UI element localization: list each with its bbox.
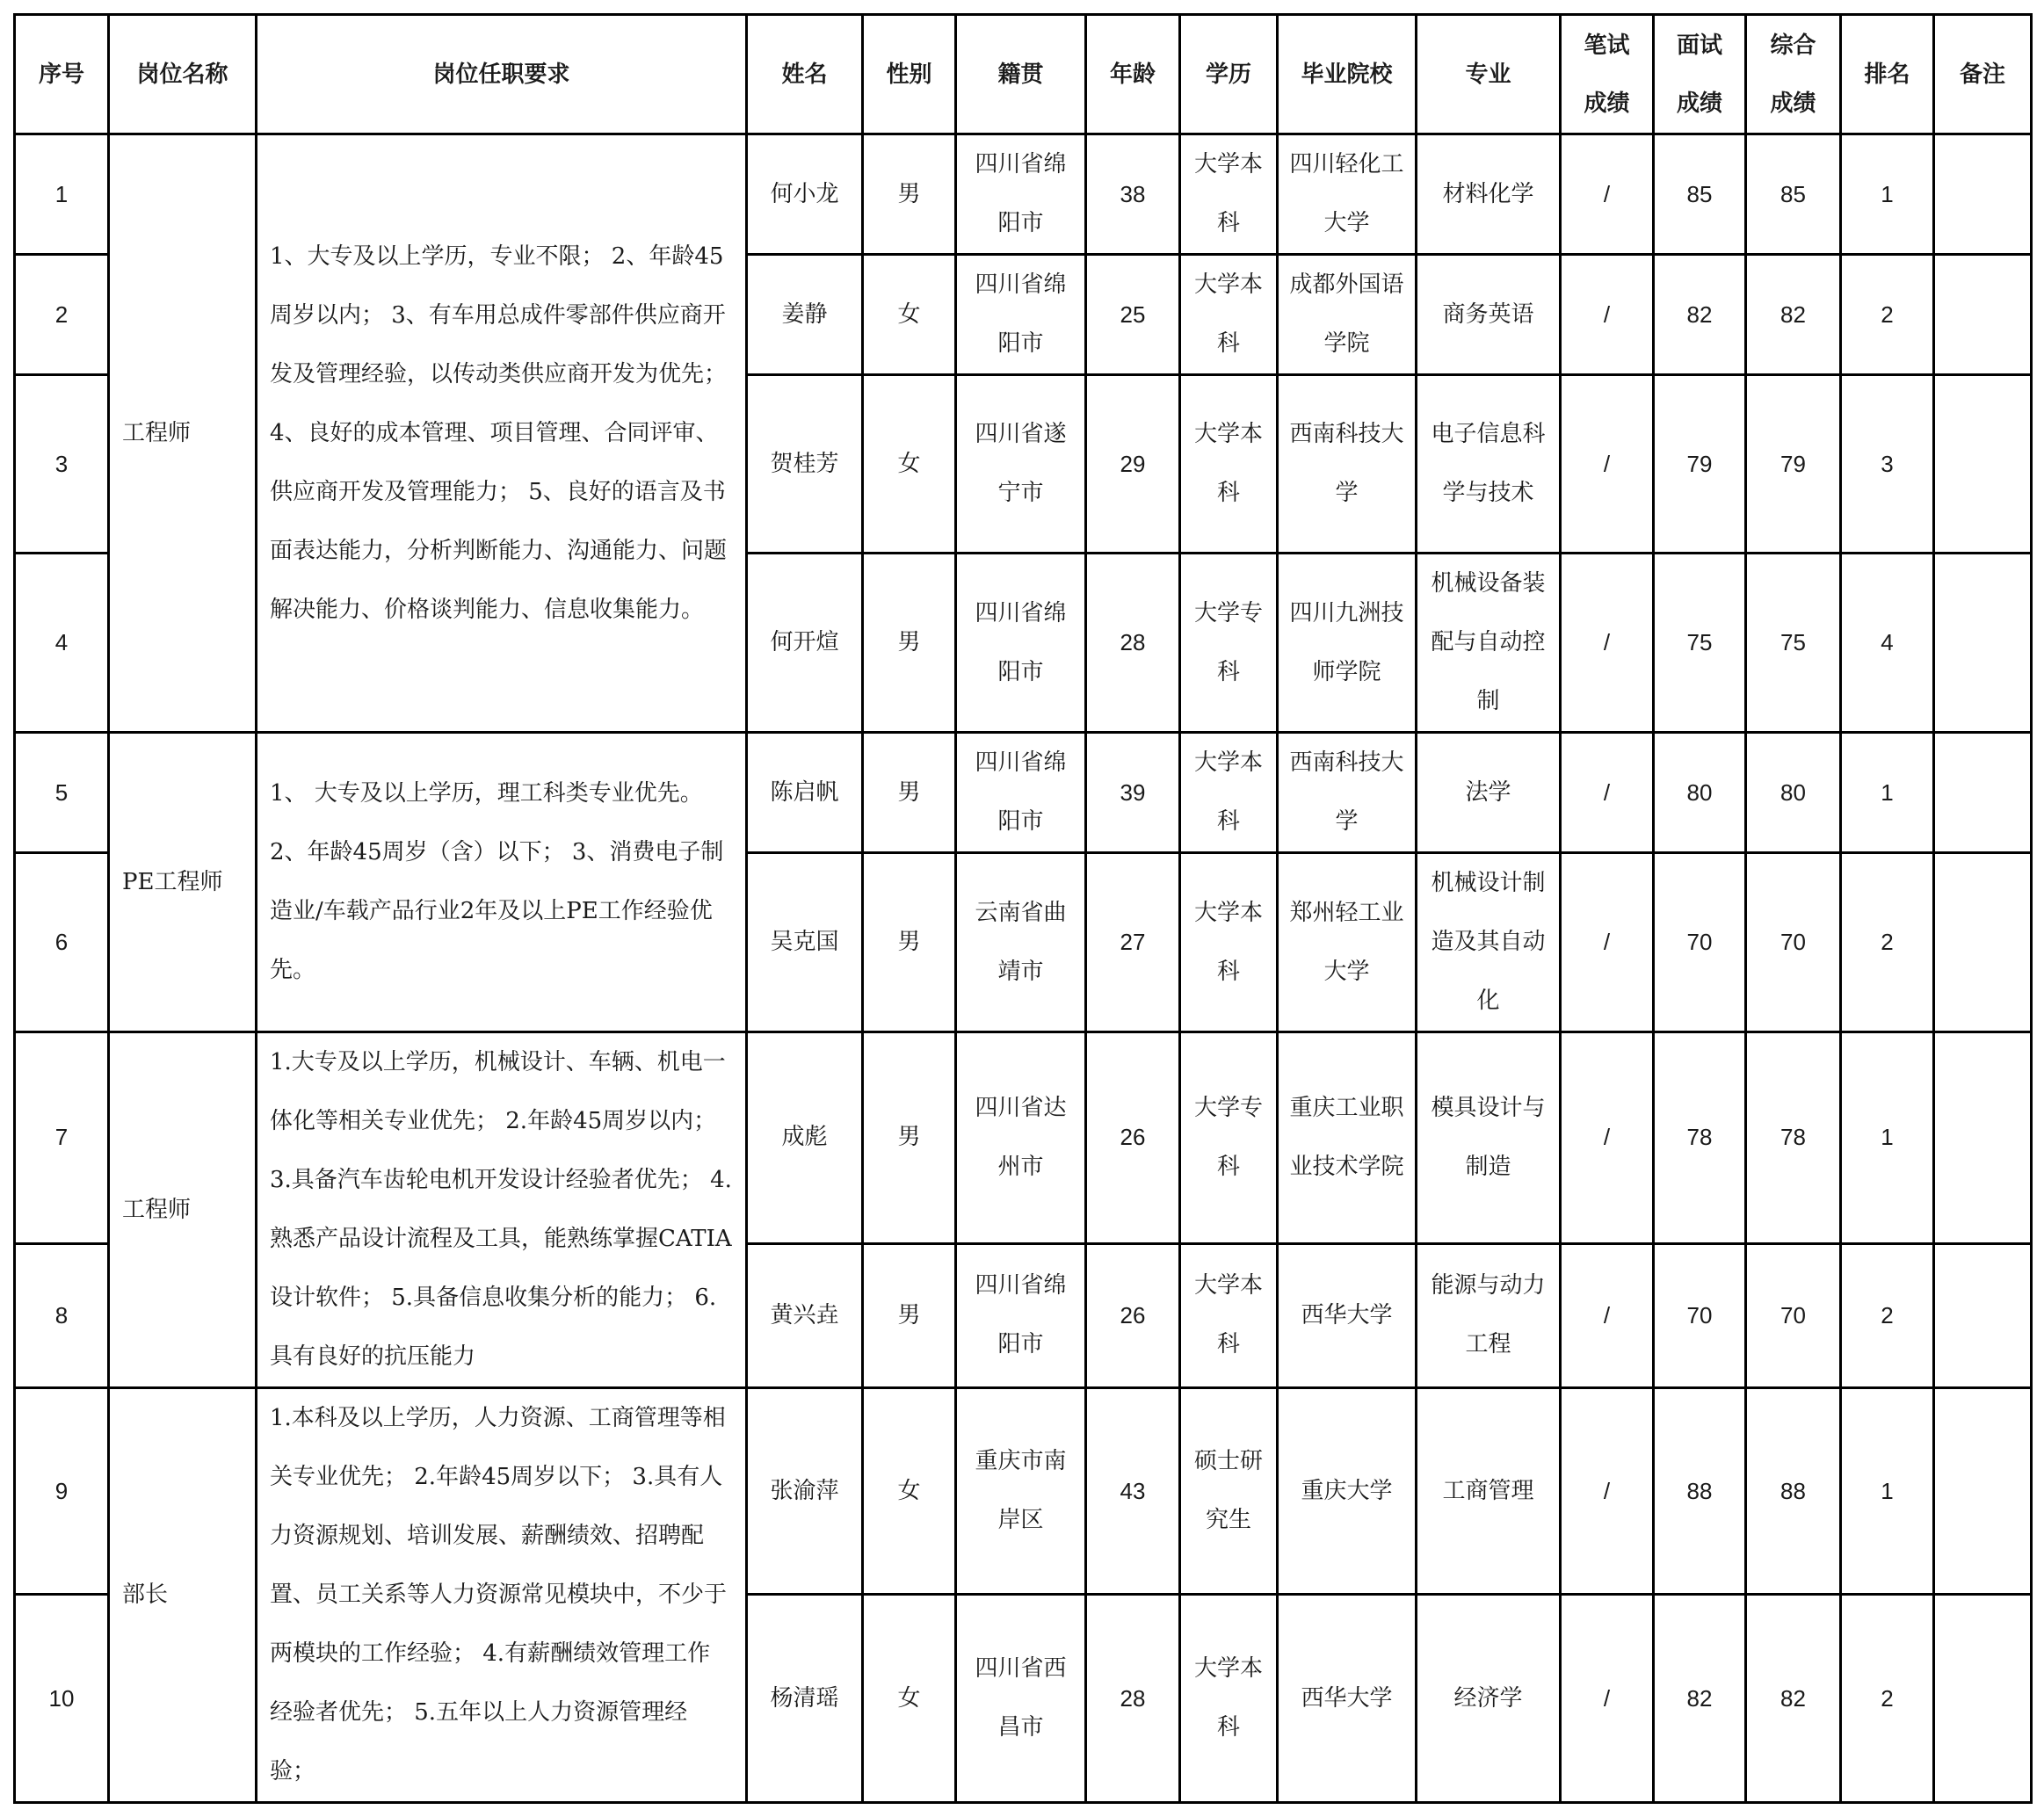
cell-seq: 6 xyxy=(15,853,109,1032)
cell-education: 大学本科 xyxy=(1180,134,1278,255)
cell-remark xyxy=(1934,853,2032,1032)
cell-origin: 四川省绵阳市 xyxy=(956,1243,1086,1387)
cell-gender: 男 xyxy=(863,1032,956,1244)
cell-education: 大学本科 xyxy=(1180,853,1278,1032)
cell-major: 商务英语 xyxy=(1417,255,1561,375)
cell-interview-score: 70 xyxy=(1654,853,1746,1032)
header-rank: 排名 xyxy=(1841,15,1934,134)
cell-school: 西华大学 xyxy=(1278,1595,1417,1803)
cell-major: 模具设计与制造 xyxy=(1417,1032,1561,1244)
cell-gender: 女 xyxy=(863,1595,956,1803)
cell-school: 西南科技大学 xyxy=(1278,733,1417,853)
cell-position: 部长 xyxy=(109,1388,257,1803)
cell-name: 吴克国 xyxy=(747,853,863,1032)
cell-origin: 四川省达州市 xyxy=(956,1032,1086,1244)
header-remarks: 备注 xyxy=(1934,15,2032,134)
header-school: 毕业院校 xyxy=(1278,15,1417,134)
cell-school: 西华大学 xyxy=(1278,1243,1417,1387)
cell-total-score: 75 xyxy=(1746,554,1841,733)
cell-education: 大学本科 xyxy=(1180,255,1278,375)
cell-requirements xyxy=(257,134,747,733)
cell-gender: 女 xyxy=(863,375,956,554)
cell-written-score: / xyxy=(1561,255,1654,375)
cell-major: 机械设备装配与自动控制 xyxy=(1417,554,1561,733)
cell-requirements xyxy=(257,733,747,1032)
cell-rank: 3 xyxy=(1841,375,1934,554)
cell-position: PE工程师 xyxy=(109,733,257,1032)
cell-written-score: / xyxy=(1561,554,1654,733)
cell-major: 能源与动力工程 xyxy=(1417,1243,1561,1387)
cell-seq: 2 xyxy=(15,255,109,375)
cell-total-score: 82 xyxy=(1746,1595,1841,1803)
cell-origin: 四川省绵阳市 xyxy=(956,733,1086,853)
requirements-text: 1.大专及以上学历，机械设计、车辆、机电一体化等相关专业优先； 2.年龄45周岁以内； 3.具备汽车齿轮电机开发设计经验者优先； 4.熟悉产品设计流程及工具，能熟练掌握CATIA设计软件； 5.具备信息收集分析的能力； 6.具有良好的抗压能力 xyxy=(270,1049,732,1370)
cell-remark xyxy=(1934,255,2032,375)
cell-origin: 四川省绵阳市 xyxy=(956,134,1086,255)
candidate-results-table xyxy=(13,13,2033,1804)
cell-education: 大学专科 xyxy=(1180,1032,1278,1244)
cell-age: 43 xyxy=(1086,1388,1180,1595)
cell-seq: 4 xyxy=(15,554,109,733)
cell-rank: 2 xyxy=(1841,1595,1934,1803)
cell-major: 工商管理 xyxy=(1417,1388,1561,1595)
cell-rank: 1 xyxy=(1841,1388,1934,1595)
cell-position: 工程师 xyxy=(109,1032,257,1388)
cell-school: 四川九洲技师学院 xyxy=(1278,554,1417,733)
cell-remark xyxy=(1934,554,2032,733)
cell-seq: 10 xyxy=(15,1595,109,1803)
cell-name: 张渝萍 xyxy=(747,1388,863,1595)
cell-gender: 男 xyxy=(863,134,956,255)
cell-interview-score: 88 xyxy=(1654,1388,1746,1595)
cell-origin: 重庆市南岸区 xyxy=(956,1388,1086,1595)
cell-origin: 四川省绵阳市 xyxy=(956,554,1086,733)
cell-major: 机械设计制造及其自动化 xyxy=(1417,853,1561,1032)
cell-rank: 2 xyxy=(1841,1243,1934,1387)
cell-rank: 4 xyxy=(1841,554,1934,733)
cell-school: 四川轻化工大学 xyxy=(1278,134,1417,255)
cell-rank: 2 xyxy=(1841,255,1934,375)
cell-seq: 7 xyxy=(15,1032,109,1244)
table-row xyxy=(15,733,2032,853)
header-written-score: 笔试 成绩 xyxy=(1561,15,1654,134)
cell-total-score: 79 xyxy=(1746,375,1841,554)
cell-origin: 四川省遂宁市 xyxy=(956,375,1086,554)
cell-gender: 男 xyxy=(863,733,956,853)
cell-position: 工程师 xyxy=(109,134,257,733)
cell-school: 重庆大学 xyxy=(1278,1388,1417,1595)
cell-requirements xyxy=(257,1388,747,1803)
cell-major: 电子信息科学与技术 xyxy=(1417,375,1561,554)
cell-seq: 3 xyxy=(15,375,109,554)
cell-gender: 女 xyxy=(863,255,956,375)
cell-gender: 男 xyxy=(863,554,956,733)
cell-remark xyxy=(1934,375,2032,554)
cell-interview-score: 75 xyxy=(1654,554,1746,733)
cell-interview-score: 80 xyxy=(1654,733,1746,853)
cell-written-score: / xyxy=(1561,134,1654,255)
cell-seq: 1 xyxy=(15,134,109,255)
requirements-text: 1.本科及以上学历，人力资源、工商管理等相关专业优先； 2.年龄45周岁以下； 3.具有人力资源规划、培训发展、薪酬绩效、招聘配置、员工关系等人力资源常见模块中，不少于两模块的工作经验； 4.有薪酬绩效管理工作经验者优先； 5.五年以上人力资源管理经验； xyxy=(270,1405,728,1784)
header-name: 姓名 xyxy=(747,15,863,134)
cell-major: 经济学 xyxy=(1417,1595,1561,1803)
cell-interview-score: 85 xyxy=(1654,134,1746,255)
header-seq: 序号 xyxy=(15,15,109,134)
cell-rank: 1 xyxy=(1841,733,1934,853)
cell-age: 39 xyxy=(1086,733,1180,853)
cell-interview-score: 79 xyxy=(1654,375,1746,554)
cell-major: 法学 xyxy=(1417,733,1561,853)
cell-total-score: 80 xyxy=(1746,733,1841,853)
cell-gender: 男 xyxy=(863,1243,956,1387)
cell-total-score: 85 xyxy=(1746,134,1841,255)
cell-written-score: / xyxy=(1561,1595,1654,1803)
cell-major: 材料化学 xyxy=(1417,134,1561,255)
table-row xyxy=(15,1032,2032,1244)
cell-interview-score: 82 xyxy=(1654,255,1746,375)
cell-age: 25 xyxy=(1086,255,1180,375)
cell-school: 郑州轻工业大学 xyxy=(1278,853,1417,1032)
cell-written-score: / xyxy=(1561,733,1654,853)
cell-age: 26 xyxy=(1086,1032,1180,1244)
header-requirements: 岗位任职要求 xyxy=(257,15,747,134)
cell-requirements xyxy=(257,1032,747,1388)
cell-education: 硕士研究生 xyxy=(1180,1388,1278,1595)
table-row xyxy=(15,134,2032,255)
cell-age: 28 xyxy=(1086,1595,1180,1803)
cell-rank: 2 xyxy=(1841,853,1934,1032)
cell-name: 姜静 xyxy=(747,255,863,375)
cell-remark xyxy=(1934,134,2032,255)
cell-interview-score: 82 xyxy=(1654,1595,1746,1803)
cell-age: 29 xyxy=(1086,375,1180,554)
cell-remark xyxy=(1934,1595,2032,1803)
cell-gender: 女 xyxy=(863,1388,956,1595)
cell-remark xyxy=(1934,1032,2032,1244)
cell-name: 成彪 xyxy=(747,1032,863,1244)
cell-gender: 男 xyxy=(863,853,956,1032)
cell-name: 何小龙 xyxy=(747,134,863,255)
cell-interview-score: 70 xyxy=(1654,1243,1746,1387)
cell-total-score: 82 xyxy=(1746,255,1841,375)
cell-school: 重庆工业职业技术学院 xyxy=(1278,1032,1417,1244)
cell-seq: 9 xyxy=(15,1388,109,1595)
cell-remark xyxy=(1934,1388,2032,1595)
cell-school: 成都外国语学院 xyxy=(1278,255,1417,375)
header-education: 学历 xyxy=(1180,15,1278,134)
cell-education: 大学本科 xyxy=(1180,1243,1278,1387)
cell-origin: 云南省曲靖市 xyxy=(956,853,1086,1032)
cell-seq: 8 xyxy=(15,1243,109,1387)
cell-origin: 四川省西昌市 xyxy=(956,1595,1086,1803)
cell-total-score: 88 xyxy=(1746,1388,1841,1595)
cell-written-score: / xyxy=(1561,1388,1654,1595)
cell-written-score: / xyxy=(1561,853,1654,1032)
table-body xyxy=(15,134,2032,1803)
cell-age: 27 xyxy=(1086,853,1180,1032)
requirements-text: 1、 大专及以上学历，理工科类专业优先。 2、年龄45周岁（含）以下； 3、消费电子制造业/车载产品行业2年及以上PE工作经验优先。 xyxy=(270,780,724,983)
header-origin: 籍贯 xyxy=(956,15,1086,134)
cell-origin: 四川省绵阳市 xyxy=(956,255,1086,375)
cell-total-score: 70 xyxy=(1746,1243,1841,1387)
cell-education: 大学本科 xyxy=(1180,733,1278,853)
cell-name: 陈启帆 xyxy=(747,733,863,853)
cell-name: 杨清瑶 xyxy=(747,1595,863,1803)
cell-name: 何开煊 xyxy=(747,554,863,733)
cell-seq: 5 xyxy=(15,733,109,853)
cell-total-score: 70 xyxy=(1746,853,1841,1032)
cell-remark xyxy=(1934,733,2032,853)
cell-interview-score: 78 xyxy=(1654,1032,1746,1244)
cell-remark xyxy=(1934,1243,2032,1387)
header-interview-score: 面试 成绩 xyxy=(1654,15,1746,134)
cell-name: 贺桂芳 xyxy=(747,375,863,554)
header-position: 岗位名称 xyxy=(109,15,257,134)
cell-education: 大学本科 xyxy=(1180,1595,1278,1803)
cell-written-score: / xyxy=(1561,375,1654,554)
cell-school: 西南科技大学 xyxy=(1278,375,1417,554)
requirements-text: 1、大专及以上学历，专业不限； 2、年龄45周岁以内； 3、有车用总成件零部件供应商开发及管理经验，以传动类供应商开发为优先； 4、良好的成本管理、项目管理、合同评审、供应商开发及管理能力； 5、良好的语言及书面表达能力，分析判断能力、沟通能力、问题解决能力、价格谈判能力、信息收集能力。 xyxy=(270,243,728,623)
cell-total-score: 78 xyxy=(1746,1032,1841,1244)
header-major: 专业 xyxy=(1417,15,1561,134)
cell-education: 大学专科 xyxy=(1180,554,1278,733)
header-age: 年龄 xyxy=(1086,15,1180,134)
header-gender: 性别 xyxy=(863,15,956,134)
cell-age: 38 xyxy=(1086,134,1180,255)
header-row xyxy=(15,15,2032,134)
header-total-score: 综合 成绩 xyxy=(1746,15,1841,134)
cell-rank: 1 xyxy=(1841,1032,1934,1244)
cell-written-score: / xyxy=(1561,1032,1654,1244)
cell-rank: 1 xyxy=(1841,134,1934,255)
cell-age: 28 xyxy=(1086,554,1180,733)
cell-education: 大学本科 xyxy=(1180,375,1278,554)
cell-name: 黄兴垚 xyxy=(747,1243,863,1387)
cell-age: 26 xyxy=(1086,1243,1180,1387)
cell-written-score: / xyxy=(1561,1243,1654,1387)
table-row xyxy=(15,1388,2032,1595)
